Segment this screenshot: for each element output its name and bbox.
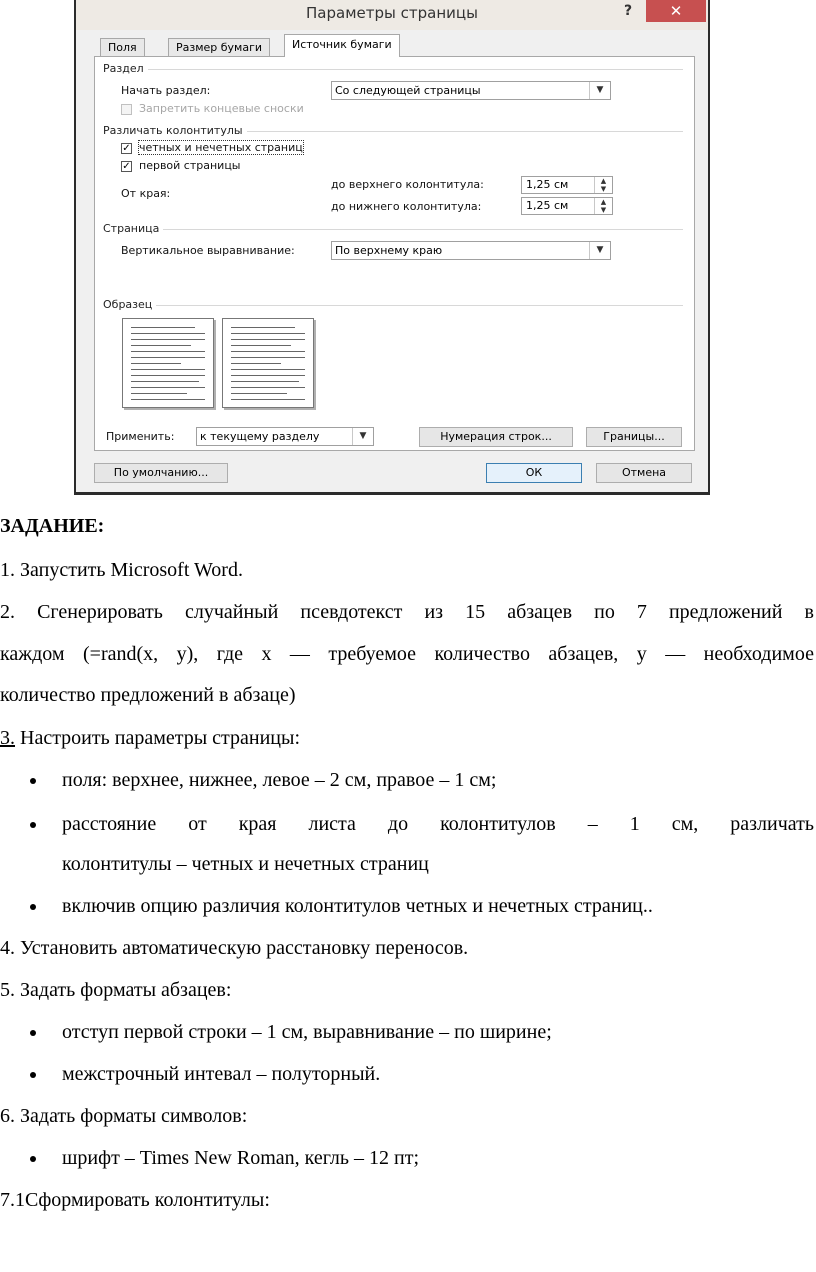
chevron-down-icon[interactable]: ▼: [589, 82, 610, 99]
apply-value: к текущему разделу: [200, 430, 320, 443]
word: (=rand(x,: [83, 643, 159, 665]
bullet-3-3: включив опцию различия колонтитулов четных и нечетных страниц..: [62, 895, 653, 917]
separator: [103, 305, 683, 306]
word: абзацев: [507, 601, 573, 623]
word: y),: [176, 643, 199, 665]
tab-fields[interactable]: Поля: [100, 38, 145, 56]
spin-arrows-icon[interactable]: [594, 198, 612, 214]
page-setup-dialog-screenshot: [74, 0, 710, 495]
suppress-endnotes-checkbox: [121, 104, 132, 115]
task-item-7: 7.1Сформировать колонтитулы:: [0, 1189, 270, 1211]
start-section-value: Со следующей страницы: [335, 84, 481, 97]
start-section-select[interactable]: [331, 81, 611, 100]
task-item-3: [0, 726, 300, 750]
word: случайный: [184, 601, 279, 623]
word: где: [216, 643, 243, 665]
first-page-label: первой страницы: [139, 159, 241, 172]
word: различать: [730, 813, 814, 835]
word: в: [804, 601, 814, 623]
valign-label: Вертикальное выравнивание:: [121, 244, 295, 257]
word: необходимое: [703, 643, 814, 665]
bullet-3-2-line-2: колонтитулы – четных и нечетных страниц: [62, 853, 429, 875]
word: y: [636, 643, 647, 665]
word: листа: [308, 813, 356, 835]
word: псевдотекст: [300, 601, 403, 623]
task-item-4: 4. Установить автоматическую расстановку переносов.: [0, 937, 469, 959]
word: до: [387, 813, 409, 835]
tab-paper-source[interactable]: Источник бумаги: [284, 34, 400, 57]
bullet: [30, 1156, 36, 1162]
apply-select[interactable]: [196, 427, 374, 446]
suppress-endnotes-label: Запретить концевые сноски: [139, 102, 304, 115]
word: —: [665, 643, 686, 665]
word: абзацев,: [548, 643, 619, 665]
task-item-3-text: Настроить параметры страницы:: [20, 727, 300, 749]
spin-down-icon[interactable]: ▼: [600, 206, 607, 214]
bullet-3-2-line-1: [62, 812, 814, 836]
word: от: [188, 813, 207, 835]
task-item-3-number: 3.: [0, 727, 15, 749]
borders-button[interactable]: Границы...: [586, 427, 682, 447]
word: предложений: [668, 601, 783, 623]
valign-value: По верхнему краю: [335, 244, 443, 257]
word: 7: [636, 601, 647, 623]
task-item-2-line-1: [0, 600, 814, 624]
task-item-2-line-3: количество предложений в абзаце): [0, 684, 296, 706]
word: см,: [671, 813, 699, 835]
odd-even-label: четных и нечетных страниц: [139, 141, 303, 154]
word: расстояние: [62, 813, 157, 835]
task-item-2-line-2: [0, 642, 814, 666]
word: из: [424, 601, 444, 623]
word: края: [238, 813, 277, 835]
word: —: [289, 643, 310, 665]
word: x: [261, 643, 272, 665]
word: 1: [629, 813, 640, 835]
word: –: [587, 813, 598, 835]
separator: [103, 229, 683, 230]
dialog-title: Параметры страницы: [306, 4, 478, 22]
line-numbers-button[interactable]: Нумерация строк...: [419, 427, 573, 447]
footer-distance-input[interactable]: [521, 197, 613, 215]
task-heading: ЗАДАНИЕ:: [0, 515, 105, 537]
cancel-button[interactable]: Отмена: [596, 463, 692, 483]
section-title-page: Страница: [103, 222, 163, 235]
bullet: [30, 822, 36, 828]
preview-page-left: [122, 318, 214, 408]
word: Сгенерировать: [37, 601, 163, 623]
spin-down-icon[interactable]: ▼: [600, 185, 607, 193]
word: 2.: [0, 601, 15, 623]
preview-page-right: [222, 318, 314, 408]
separator: [103, 69, 683, 70]
bullet-5-1: отступ первой строки – 1 см, выравнивание – по ширине;: [62, 1021, 552, 1043]
section-title-razdel: Раздел: [103, 62, 148, 75]
start-section-label: Начать раздел:: [121, 84, 211, 97]
header-distance-value: 1,25 см: [526, 178, 569, 191]
header-distance-label: до верхнего колонтитула:: [331, 178, 484, 191]
from-edge-label: От края:: [121, 187, 171, 200]
odd-even-checkbox[interactable]: ✓: [122, 143, 131, 154]
footer-distance-value: 1,25 см: [526, 199, 569, 212]
task-item-6: 6. Задать форматы символов:: [0, 1105, 248, 1127]
apply-label: Применить:: [106, 430, 175, 443]
tab-paper-size[interactable]: Размер бумаги: [168, 38, 270, 56]
footer-distance-label: до нижнего колонтитула:: [331, 200, 482, 213]
bullet: [30, 904, 36, 910]
header-distance-input[interactable]: [521, 176, 613, 194]
bullet: [30, 1030, 36, 1036]
word: 15: [465, 601, 486, 623]
ok-button[interactable]: ОК: [486, 463, 582, 483]
task-item-1: 1. Запустить Microsoft Word.: [0, 559, 243, 581]
spin-up-icon[interactable]: ▲: [600, 177, 607, 185]
close-icon[interactable]: ✕: [646, 0, 706, 22]
word: каждом: [0, 643, 65, 665]
word: количество: [434, 643, 530, 665]
chevron-down-icon[interactable]: ▼: [352, 428, 373, 445]
word: по: [594, 601, 615, 623]
section-title-preview: Образец: [103, 298, 156, 311]
bullet-6-1: шрифт – Times New Roman, кегль – 12 пт;: [62, 1147, 420, 1169]
bullet: [30, 778, 36, 784]
help-icon[interactable]: ?: [624, 3, 633, 19]
dialog-titlebar: [76, 0, 708, 30]
spin-up-icon[interactable]: ▲: [600, 198, 607, 206]
valign-select[interactable]: [331, 241, 611, 260]
bullet-3-1: поля: верхнее, нижнее, левое – 2 см, правое – 1 см;: [62, 769, 497, 791]
spin-arrows-icon[interactable]: [594, 177, 612, 193]
chevron-down-icon[interactable]: ▼: [589, 242, 610, 259]
word: требуемое: [328, 643, 417, 665]
task-item-5: 5. Задать форматы абзацев:: [0, 979, 232, 1001]
section-title-headers: Различать колонтитулы: [103, 124, 247, 137]
first-page-checkbox[interactable]: ✓: [122, 161, 131, 172]
bullet: [30, 1072, 36, 1078]
word: колонтитулов: [440, 813, 556, 835]
default-button[interactable]: По умолчанию...: [94, 463, 228, 483]
bullet-5-2: межстрочный интевал – полуторный.: [62, 1063, 381, 1085]
